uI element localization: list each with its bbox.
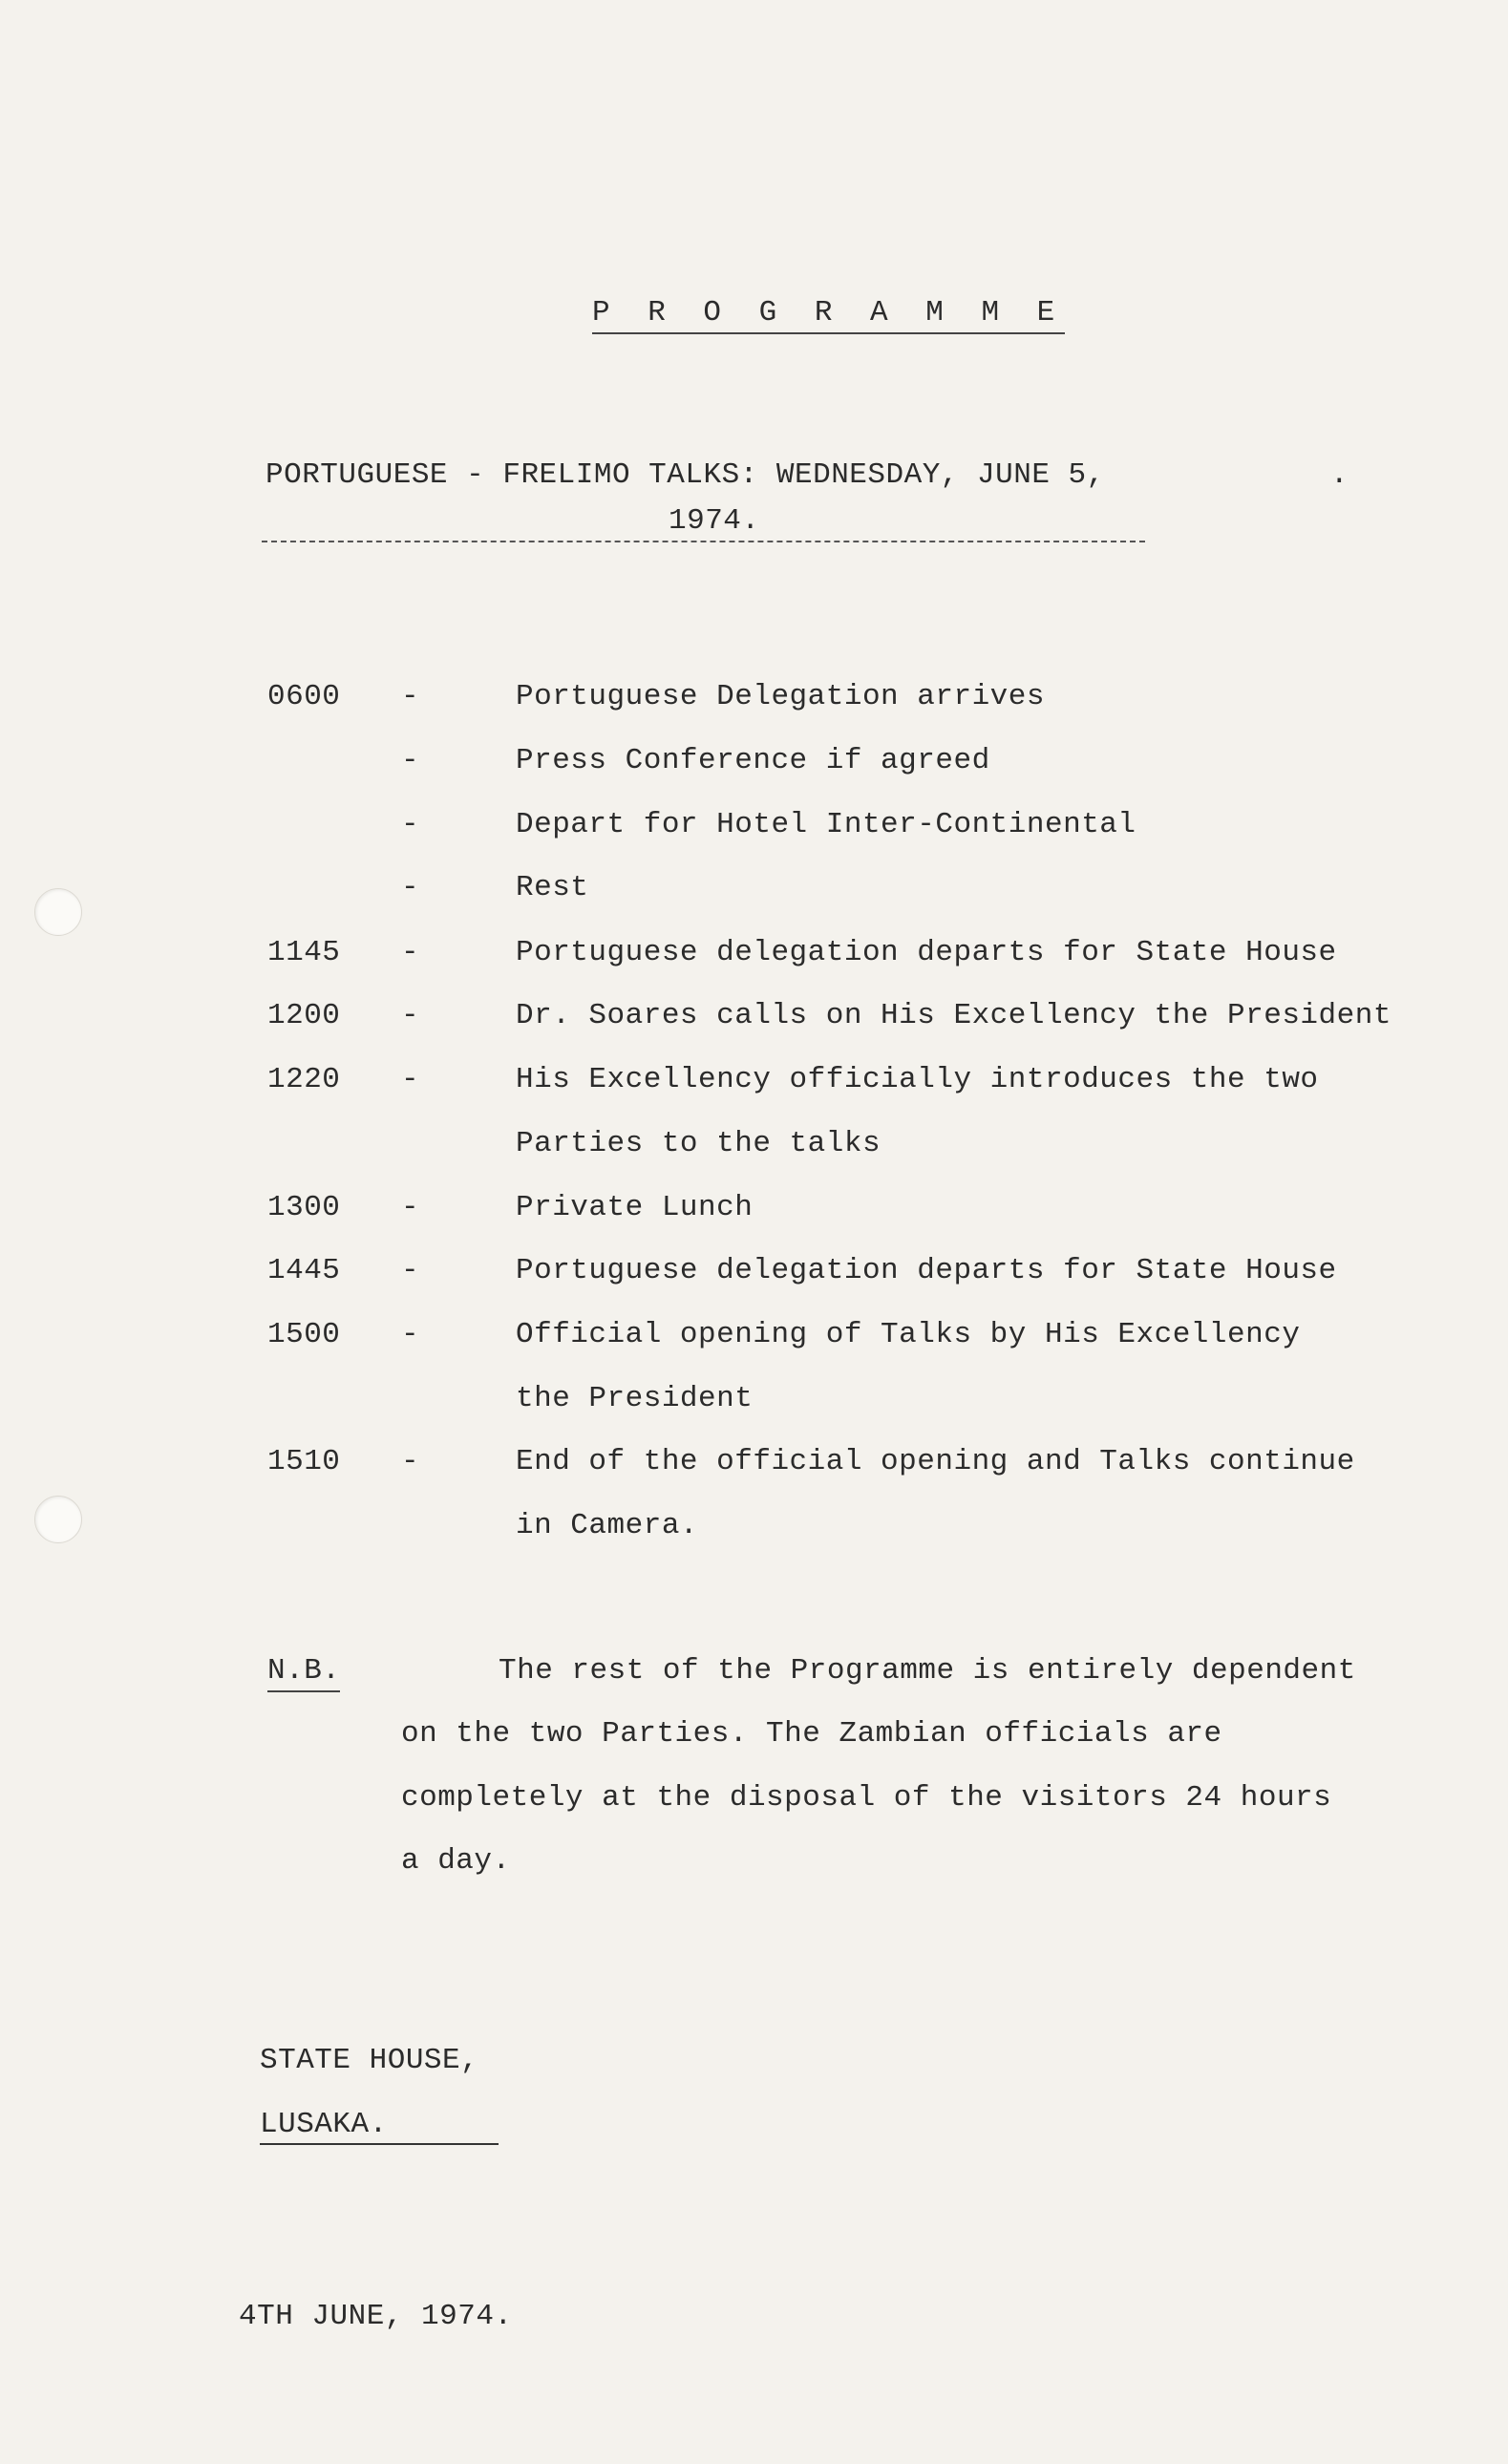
- subtitle-line-2: 1974.: [669, 504, 760, 538]
- schedule-dash: -: [401, 1445, 420, 1478]
- schedule-time: 1445: [267, 1254, 341, 1287]
- schedule-event: Portuguese delegation departs for State House: [516, 936, 1337, 969]
- schedule-event: Official opening of Talks by His Excellency: [516, 1318, 1301, 1351]
- page-title: P R O G R A M M E: [592, 296, 1065, 334]
- note-text-line-1: The rest of the Programme is entirely dependent: [499, 1654, 1356, 1688]
- schedule-dash: -: [401, 808, 420, 841]
- schedule-time: 1200: [267, 999, 341, 1032]
- schedule-event: in Camera.: [516, 1509, 699, 1542]
- subtitle-underline: [262, 541, 1145, 542]
- stray-mark: .: [1330, 458, 1349, 492]
- schedule-event: End of the official opening and Talks continue: [516, 1445, 1355, 1478]
- schedule-time: 1510: [267, 1445, 341, 1478]
- subtitle-line-1: PORTUGUESE - FRELIMO TALKS: WEDNESDAY, JUNE 5,: [265, 458, 1105, 492]
- footer-place-underline: [260, 2143, 499, 2145]
- schedule-dash: -: [401, 871, 420, 904]
- schedule-time: 1145: [267, 936, 341, 969]
- schedule-dash: -: [401, 744, 420, 777]
- punch-hole-top: [34, 888, 82, 936]
- schedule-time: 0600: [267, 680, 341, 713]
- note-text-line-3: completely at the disposal of the visitors 24 hours: [401, 1781, 1332, 1815]
- punch-hole-bottom: [34, 1496, 82, 1543]
- note-text-line-4: a day.: [401, 1844, 511, 1878]
- schedule-event: Press Conference if agreed: [516, 744, 990, 777]
- schedule-time: 1300: [267, 1191, 341, 1224]
- schedule-time: 1500: [267, 1318, 341, 1351]
- schedule-event: Depart for Hotel Inter-Continental: [516, 808, 1136, 841]
- schedule-dash: -: [401, 1063, 420, 1096]
- schedule-event: the President: [516, 1382, 754, 1415]
- schedule-event: Portuguese delegation departs for State House: [516, 1254, 1337, 1287]
- document-date: 4TH JUNE, 1974.: [239, 2300, 513, 2333]
- schedule-dash: -: [401, 1191, 420, 1224]
- footer-place-line-2: LUSAKA.: [260, 2108, 388, 2141]
- note-label: N.B.: [267, 1654, 340, 1692]
- schedule-dash: -: [401, 1254, 420, 1287]
- schedule-event: His Excellency officially introduces the two: [516, 1063, 1319, 1096]
- schedule-event: Dr. Soares calls on His Excellency the President: [516, 999, 1391, 1032]
- schedule-event: Rest: [516, 871, 589, 904]
- schedule-event: Portuguese Delegation arrives: [516, 680, 1045, 713]
- note-text-line-2: on the two Parties. The Zambian officials are: [401, 1717, 1222, 1751]
- schedule-dash: -: [401, 999, 420, 1032]
- schedule-dash: -: [401, 1318, 420, 1351]
- schedule-event: Parties to the talks: [516, 1127, 881, 1160]
- schedule-dash: -: [401, 680, 420, 713]
- schedule-event: Private Lunch: [516, 1191, 754, 1224]
- schedule-dash: -: [401, 936, 420, 969]
- schedule-time: 1220: [267, 1063, 341, 1096]
- footer-place-line-1: STATE HOUSE,: [260, 2044, 479, 2077]
